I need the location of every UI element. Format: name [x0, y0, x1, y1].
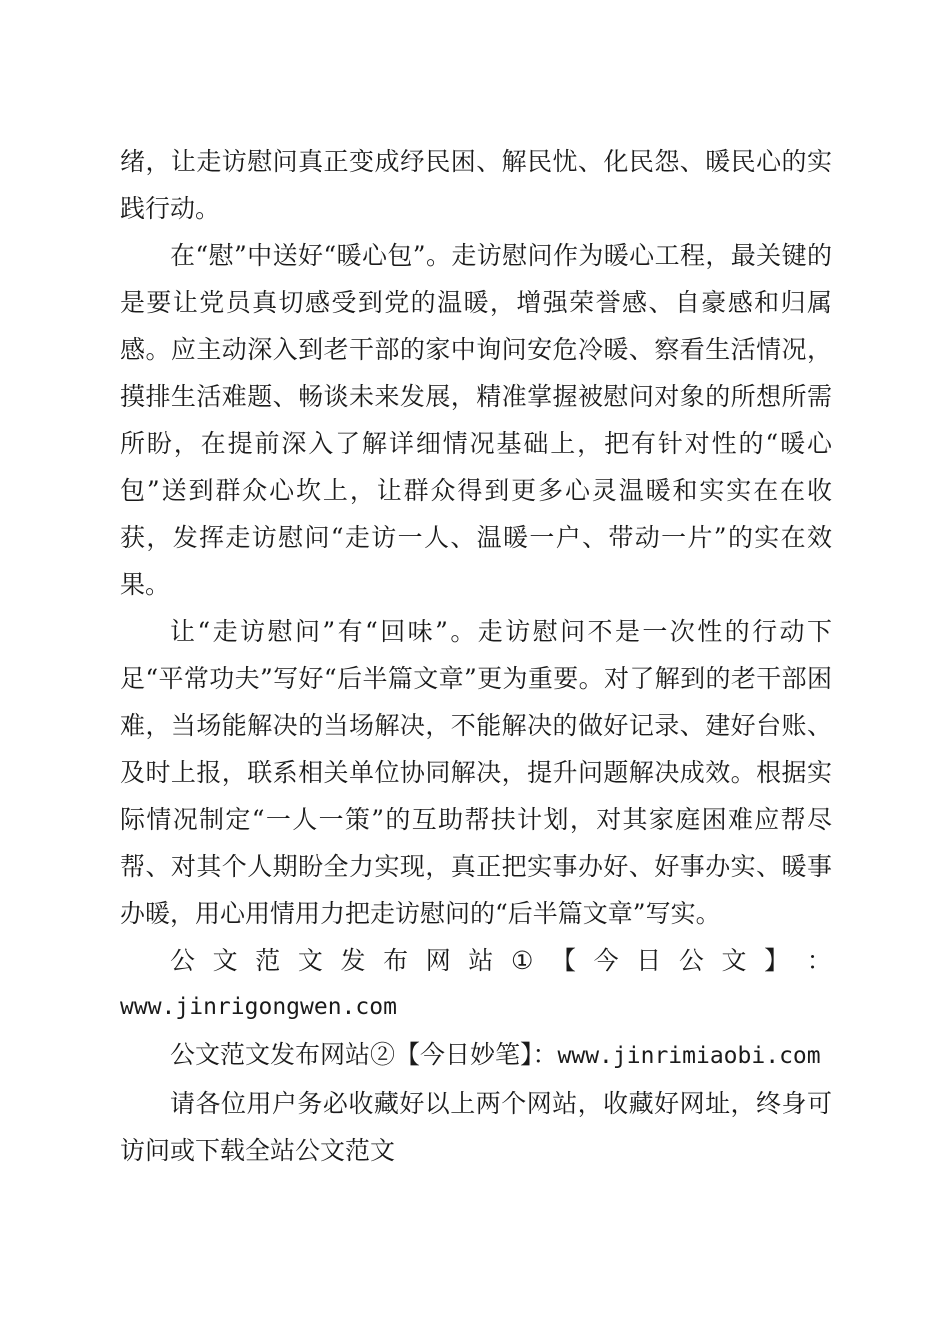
bookmark-notice: 请各位用户务必收藏好以上两个网站，收藏好网址，终身可访问或下载全站公文范文 [120, 1089, 832, 1165]
site1-char: 文 [297, 946, 323, 975]
paragraph-continuation: 绪，让走访慰问真正变成纾民困、解民忧、化民怨、暖民心的实践行动。 [120, 147, 832, 223]
site1-url: www.jinrigongwen.com [120, 994, 397, 1020]
site1-char: 公 [170, 946, 196, 975]
site1-char: ： [806, 946, 832, 975]
site2-url: www.jinrimiaobi.com [557, 1043, 821, 1069]
site1-char: 今 [593, 946, 619, 975]
site1-char: 发 [340, 946, 366, 975]
site1-char: 站 [468, 946, 494, 975]
site1-char: 【 [551, 946, 577, 975]
site1-char: 日 [636, 946, 662, 975]
site1-char: 网 [425, 946, 451, 975]
site2-label: 公文范文发布网站②【今日妙笔】： [170, 1040, 558, 1069]
document-body [120, 138, 832, 1174]
site1-char: 布 [383, 946, 409, 975]
site1-char: 】 [764, 946, 790, 975]
site1-char: ① [511, 946, 534, 975]
site1-char: 公 [678, 946, 704, 975]
site1-char: 文 [721, 946, 747, 975]
paragraph-warm-package: 在“慰”中送好“暖心包”。走访慰问作为暖心工程，最关键的是要让党员真切感受到党的温暖，增强荣誉感、自豪感和归属感。应主动深入到老干部的家中询问安危冷暖、察看生活情况，摸排生活难题、畅谈未来发展，精准掌握被慰问对象的所想所需所盼，在提前深入了解详细情况基础上，把有针对性的“暖心包”送到群众心坎上，让群众得到更多心灵温暖和实实在在收获，发挥走访慰问“走访一人、温暖一户、带动一片”的实在效果。 [120, 241, 832, 599]
site2-line [120, 1031, 832, 1080]
site1-char: 范 [255, 946, 281, 975]
site1-label [120, 937, 832, 984]
paragraph-aftertaste: 让“走访慰问”有“回味”。走访慰问不是一次性的行动下足“平常功夫”写好“后半篇文章”更为重要。对了解到的老干部困难，当场能解决的当场解决，不能解决的做好记录、建好台账、及时上报，联系相关单位协同解决，提升问题解决成效。根据实际情况制定“一人一策”的互助帮扶计划，对其家庭困难应帮尽帮、对其个人期盼全力实现，真正把实事办好、好事办实、暖事办暖，用心用情用力把走访慰问的“后半篇文章”写实。 [120, 617, 832, 928]
site1-char: 文 [212, 946, 238, 975]
